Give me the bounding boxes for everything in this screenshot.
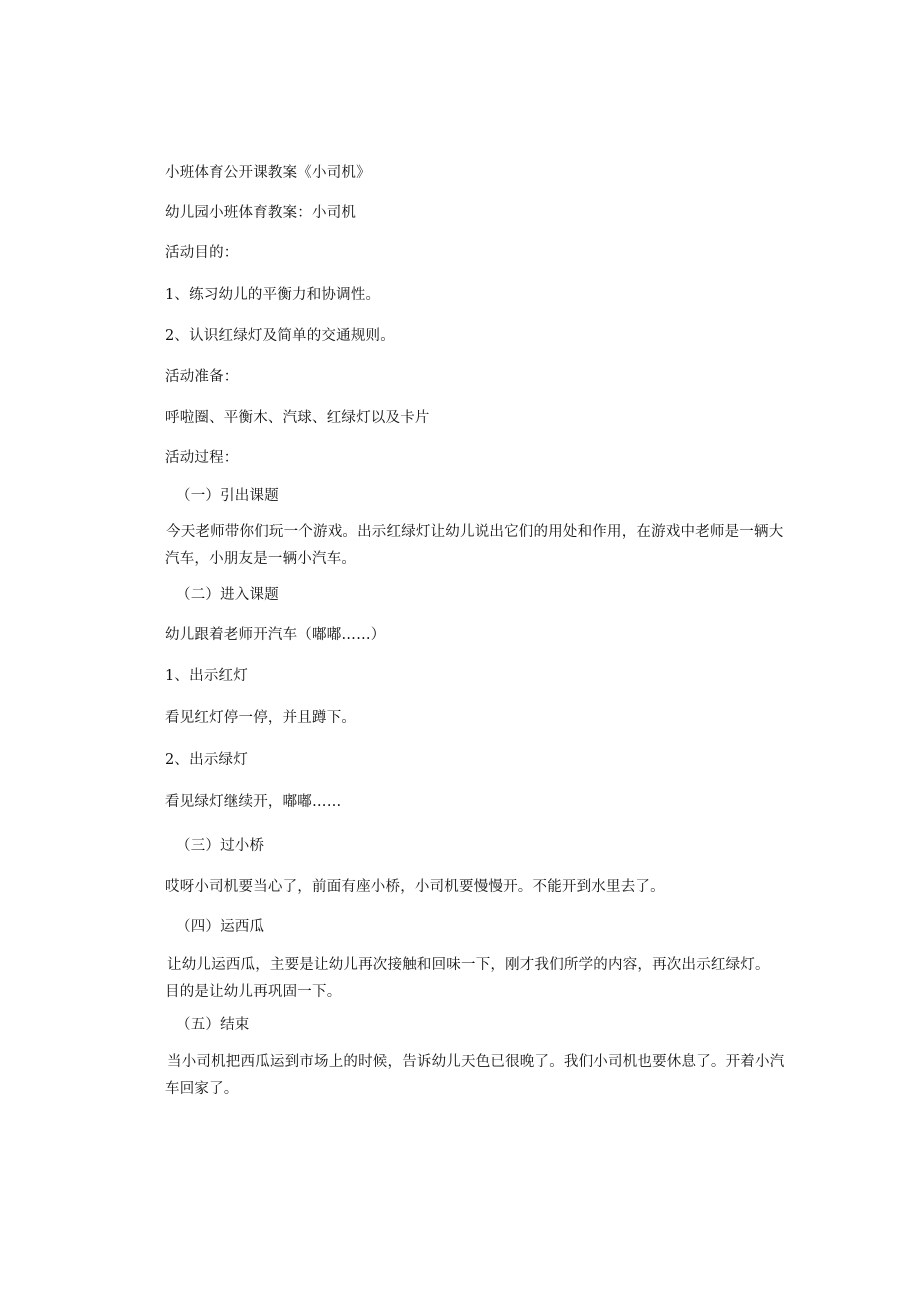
section-paragraph: 让幼儿运西瓜，主要是让幼儿再次接触和回味一下，刚才我们所学的内容，再次出示红绿灯。目的是让幼儿再巩固一下。 bbox=[165, 957, 770, 1000]
step-title: 2、出示绿灯 bbox=[165, 752, 248, 768]
section-paragraph: 幼儿跟着老师开汽车（嘟嘟……） bbox=[165, 627, 386, 643]
step-title: 1、出示红灯 bbox=[165, 668, 248, 684]
step-text: 看见绿灯继续开，嘟嘟…… bbox=[165, 794, 342, 810]
goal-item: 2、认识红绿灯及简单的交通规则。 bbox=[165, 328, 395, 344]
section-paragraph: 今天老师带你们玩一个游戏。出示红绿灯让幼儿说出它们的用处和作用，在游戏中老师是一辆大汽车，小朋友是一辆小汽车。 bbox=[165, 524, 784, 567]
goals-heading: 活动目的： bbox=[165, 245, 239, 261]
document-subtitle: 幼儿园小班体育教案：小司机 bbox=[165, 205, 357, 221]
document-title: 小班体育公开课教案《小司机》 bbox=[165, 165, 371, 181]
section-heading: （四）运西瓜 bbox=[176, 919, 265, 935]
section-heading: （三）过小桥 bbox=[176, 838, 265, 854]
prep-text: 呼啦圈、平衡木、汽球、红绿灯以及卡片 bbox=[165, 410, 430, 426]
step-text: 看见红灯停一停，并且蹲下。 bbox=[165, 710, 357, 726]
section-paragraph: 哎呀小司机要当心了，前面有座小桥，小司机要慢慢开。不能开到水里去了。 bbox=[165, 879, 665, 895]
section-heading: （五）结束 bbox=[176, 1017, 250, 1033]
section-paragraph: 当小司机把西瓜运到市场上的时候，告诉幼儿天色已很晚了。我们小司机也要休息了。开着小汽车回家了。 bbox=[165, 1054, 785, 1097]
section-heading: （一）引出课题 bbox=[176, 488, 279, 504]
section-heading: （二）进入课题 bbox=[176, 587, 279, 603]
goal-item: 1、练习幼儿的平衡力和协调性。 bbox=[165, 287, 381, 303]
prep-heading: 活动准备： bbox=[165, 369, 239, 385]
process-heading: 活动过程： bbox=[165, 450, 239, 466]
